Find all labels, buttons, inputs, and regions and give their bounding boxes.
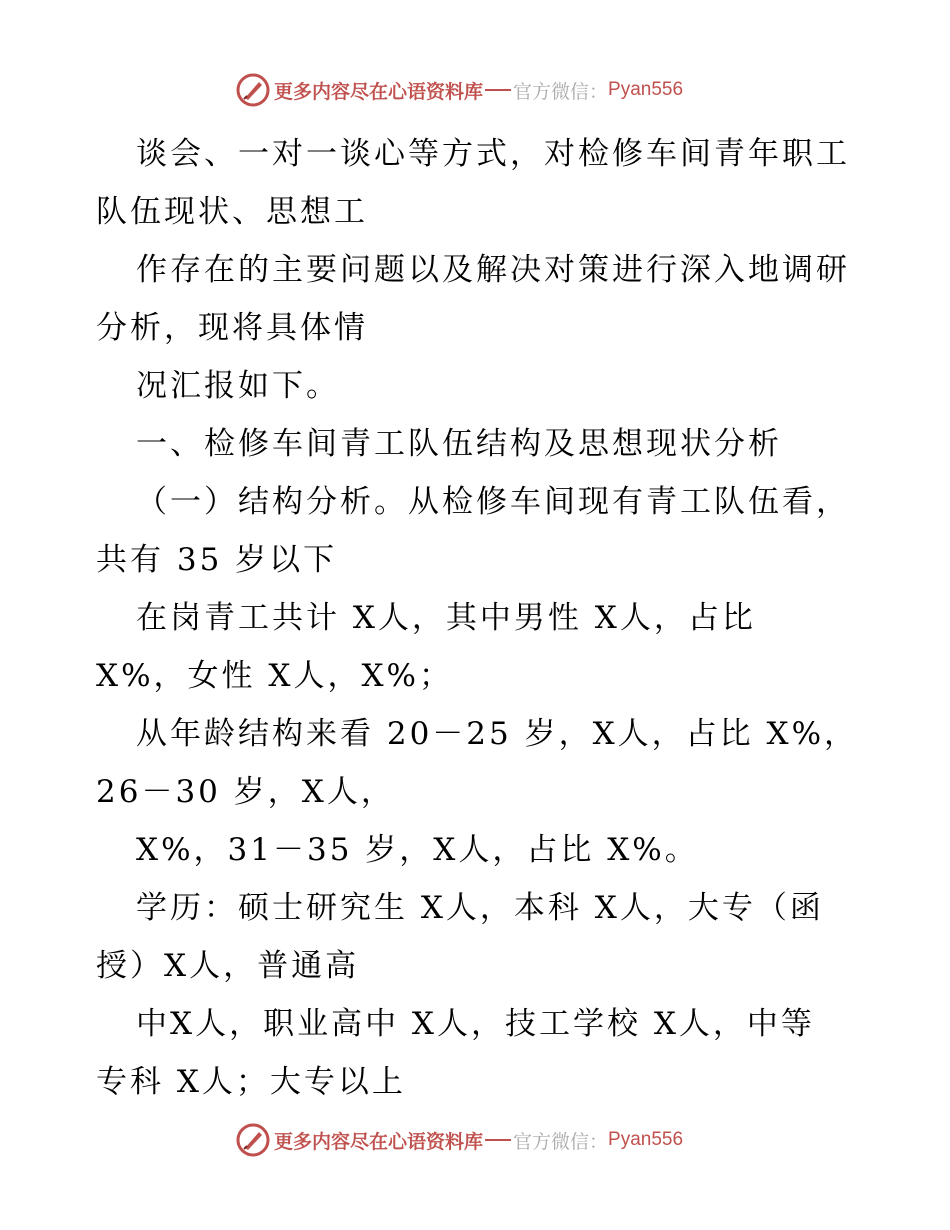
body-line: 共有 35 岁以下 [96, 542, 338, 578]
watermark-wechat-id: Pyan556 [608, 79, 684, 100]
quill-seal-icon [236, 1123, 270, 1157]
body-line: 26－30 岁，X人， [96, 774, 395, 810]
body-line: X%，31－35 岁，X人，占比 X%。 [136, 832, 699, 868]
body-line: X%，女性 X人，X%； [96, 658, 453, 694]
watermark-site-text: 更多内容尽在心语资料库 [274, 80, 484, 103]
watermark-wechat-id: Pyan556 [608, 1129, 684, 1150]
footer-watermark [236, 1122, 756, 1158]
watermark-official-text: 官方微信： [513, 1130, 609, 1153]
watermark-official-text: 官方微信： [513, 80, 609, 103]
section-heading: 一、检修车间青工队伍结构及思想现状分析 [136, 426, 782, 462]
watermark-dash [485, 1139, 511, 1141]
subsection-heading: （一）结构分析。从检修车间现有青工队伍看， [136, 484, 850, 520]
watermark-site-text: 更多内容尽在心语资料库 [274, 1130, 484, 1153]
quill-seal-icon [236, 73, 270, 107]
document-body [96, 125, 876, 1111]
body-line: 授）X人，普通高 [96, 948, 360, 984]
body-line: 中X人，职业高中 X人，技工学校 X人，中等 [136, 1006, 815, 1042]
body-line: 作存在的主要问题以及解决对策进行深入地调研 [136, 252, 850, 288]
body-line: 分析，现将具体情 [96, 310, 368, 346]
body-line: 谈会、一对一谈心等方式，对检修车间青年职工 [136, 136, 850, 172]
body-line: 况汇报如下。 [136, 368, 340, 404]
watermark-dash [485, 89, 511, 91]
body-line: 学历：硕士研究生 X人，本科 X人，大专（函 [136, 890, 824, 926]
body-line: 在岗青工共计 X人，其中男性 X人，占比 [136, 600, 756, 636]
body-line: 队伍现状、思想工 [96, 194, 368, 230]
body-line: 专科 X人；大专以上 [96, 1064, 406, 1100]
header-watermark [236, 72, 756, 108]
body-line: 从年龄结构来看 20－25 岁，X人，占比 X%， [136, 716, 859, 752]
